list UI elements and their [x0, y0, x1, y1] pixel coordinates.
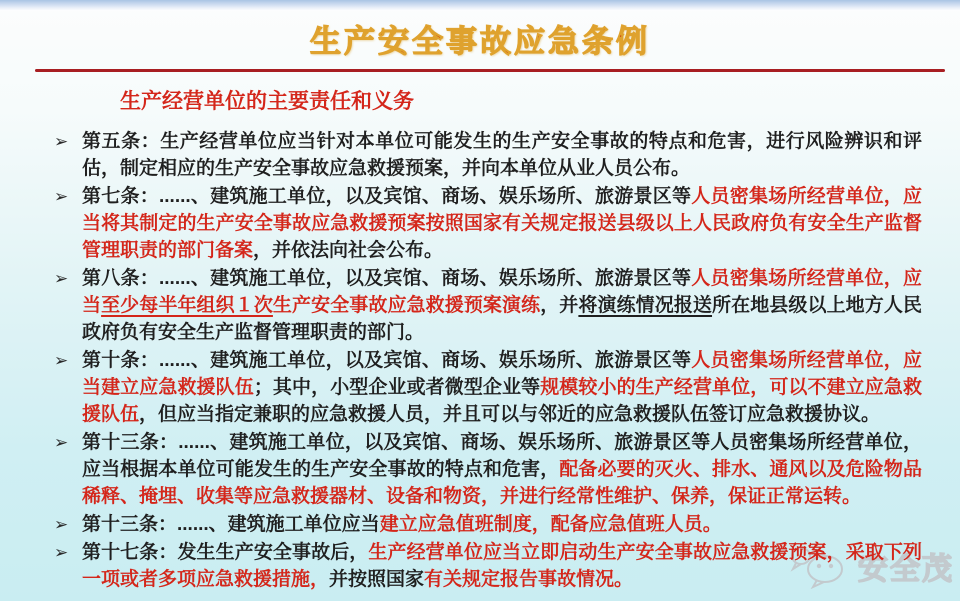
bullet-text [82, 539, 922, 593]
bullet-item [54, 265, 922, 346]
slide-title: 生产安全事故应急条例 [310, 24, 650, 59]
text-segment: ；其中，小型企业或者微型企业等 [253, 377, 541, 398]
text-segment: 有关规定报告事故情况。 [424, 569, 634, 590]
bullet-text [82, 128, 922, 182]
arrow-bullet-icon: ➢ [54, 515, 69, 534]
bullet-text [82, 347, 922, 428]
arrow-bullet-icon: ➢ [54, 543, 69, 562]
text-segment: ，但应当指定兼职的应急救援人员，并且可以与邻近的应急救援队伍签订应急救援协议。 [139, 404, 881, 425]
section-heading: 生产经营单位的主要责任和义务 [120, 90, 414, 113]
bullet-item [54, 511, 922, 538]
arrow-bullet-icon: ➢ [54, 433, 69, 452]
text-segment: 人员密集场所经营单位，应当建立应急救援队伍 [82, 350, 922, 398]
top-decorative-band [0, 0, 960, 11]
text-segment: 第十条：......、建筑施工单位，以及宾馆、商场、娱乐场所、旅游景区等 [82, 350, 692, 371]
bullet-item [54, 347, 922, 428]
bullet-text [82, 429, 922, 510]
text-segment: 生产经营单位应当立即启动生产安全事故应急救援预案，采取下列一项或者多项应急救援措施， [82, 542, 922, 590]
text-segment: 生产安全事故应急救援预案演练 [272, 295, 541, 316]
text-segment: 第五条：生产经营单位应当针对本单位可能发生的生产安全事故的特点和危害，进行风险辨识和评估，制定相应的生产安全事故应急救援预案，并向本单位从业人员公布。 [82, 131, 922, 179]
bullet-item [54, 183, 922, 264]
text-segment: 配备必要的灭火、排水、通风以及危险物品稀释、掩埋、收集等应急救援器材、设备和物资，并进行经常性维护、保养，保证正常运转。 [82, 459, 922, 507]
bullet-item [54, 539, 922, 593]
text-segment: 第十七条：发生生产安全事故后， [82, 542, 369, 563]
text-segment: 第七条：......、建筑施工单位，以及宾馆、商场、娱乐场所、旅游景区等 [82, 186, 692, 207]
bullet-text [82, 511, 922, 538]
bullet-item [54, 128, 922, 182]
bullet-text [82, 183, 922, 264]
text-segment: 规模较小的生产经营单位，可以不建立应急救援队伍 [82, 377, 922, 425]
text-segment: 并按照国家 [329, 569, 425, 590]
text-segment: 第十三条：......、建筑施工单位，以及宾馆、商场、娱乐场所、旅游景区等人员密集场所经营单位，应当根据本单位可能发生的生产安全事故的特点和危害， [82, 432, 922, 480]
arrow-bullet-icon: ➢ [54, 351, 69, 370]
watermark-label: 安全茂 [858, 553, 954, 586]
text-segment: ，并依法向社会公布。 [253, 240, 444, 261]
text-segment: 建立应急值班制度，配备应急值班人员。 [379, 514, 722, 535]
text-segment: 人员密集场所经营单位，应当将其制定的生产安全事故应急救援预案按照国家有关规定报送县级以上人民政府负有安全生产监督管理职责的部门备案 [82, 186, 922, 261]
bullet-list [54, 128, 922, 593]
arrow-bullet-icon: ➢ [54, 269, 69, 288]
text-segment: 人员密集场所经营单位，应当 [82, 268, 922, 316]
text-segment: 所在地县级以上地方人民政府负有安全生产监督管理职责的部门。 [82, 295, 922, 343]
bullet-item [54, 429, 922, 510]
bullet-text [82, 265, 922, 346]
arrow-bullet-icon: ➢ [54, 132, 69, 151]
text-segment: 第八条：......、建筑施工单位，以及宾馆、商场、娱乐场所、旅游景区等 [82, 268, 692, 289]
text-segment: ，并 [540, 295, 579, 316]
text-segment: 至少每半年组织１次 [101, 295, 273, 316]
text-segment: 将演练情况报送 [578, 295, 713, 316]
text-segment: 第十三条：......、建筑施工单位应当 [82, 514, 380, 535]
title-divider-line [35, 69, 945, 72]
arrow-bullet-icon: ➢ [54, 187, 69, 206]
